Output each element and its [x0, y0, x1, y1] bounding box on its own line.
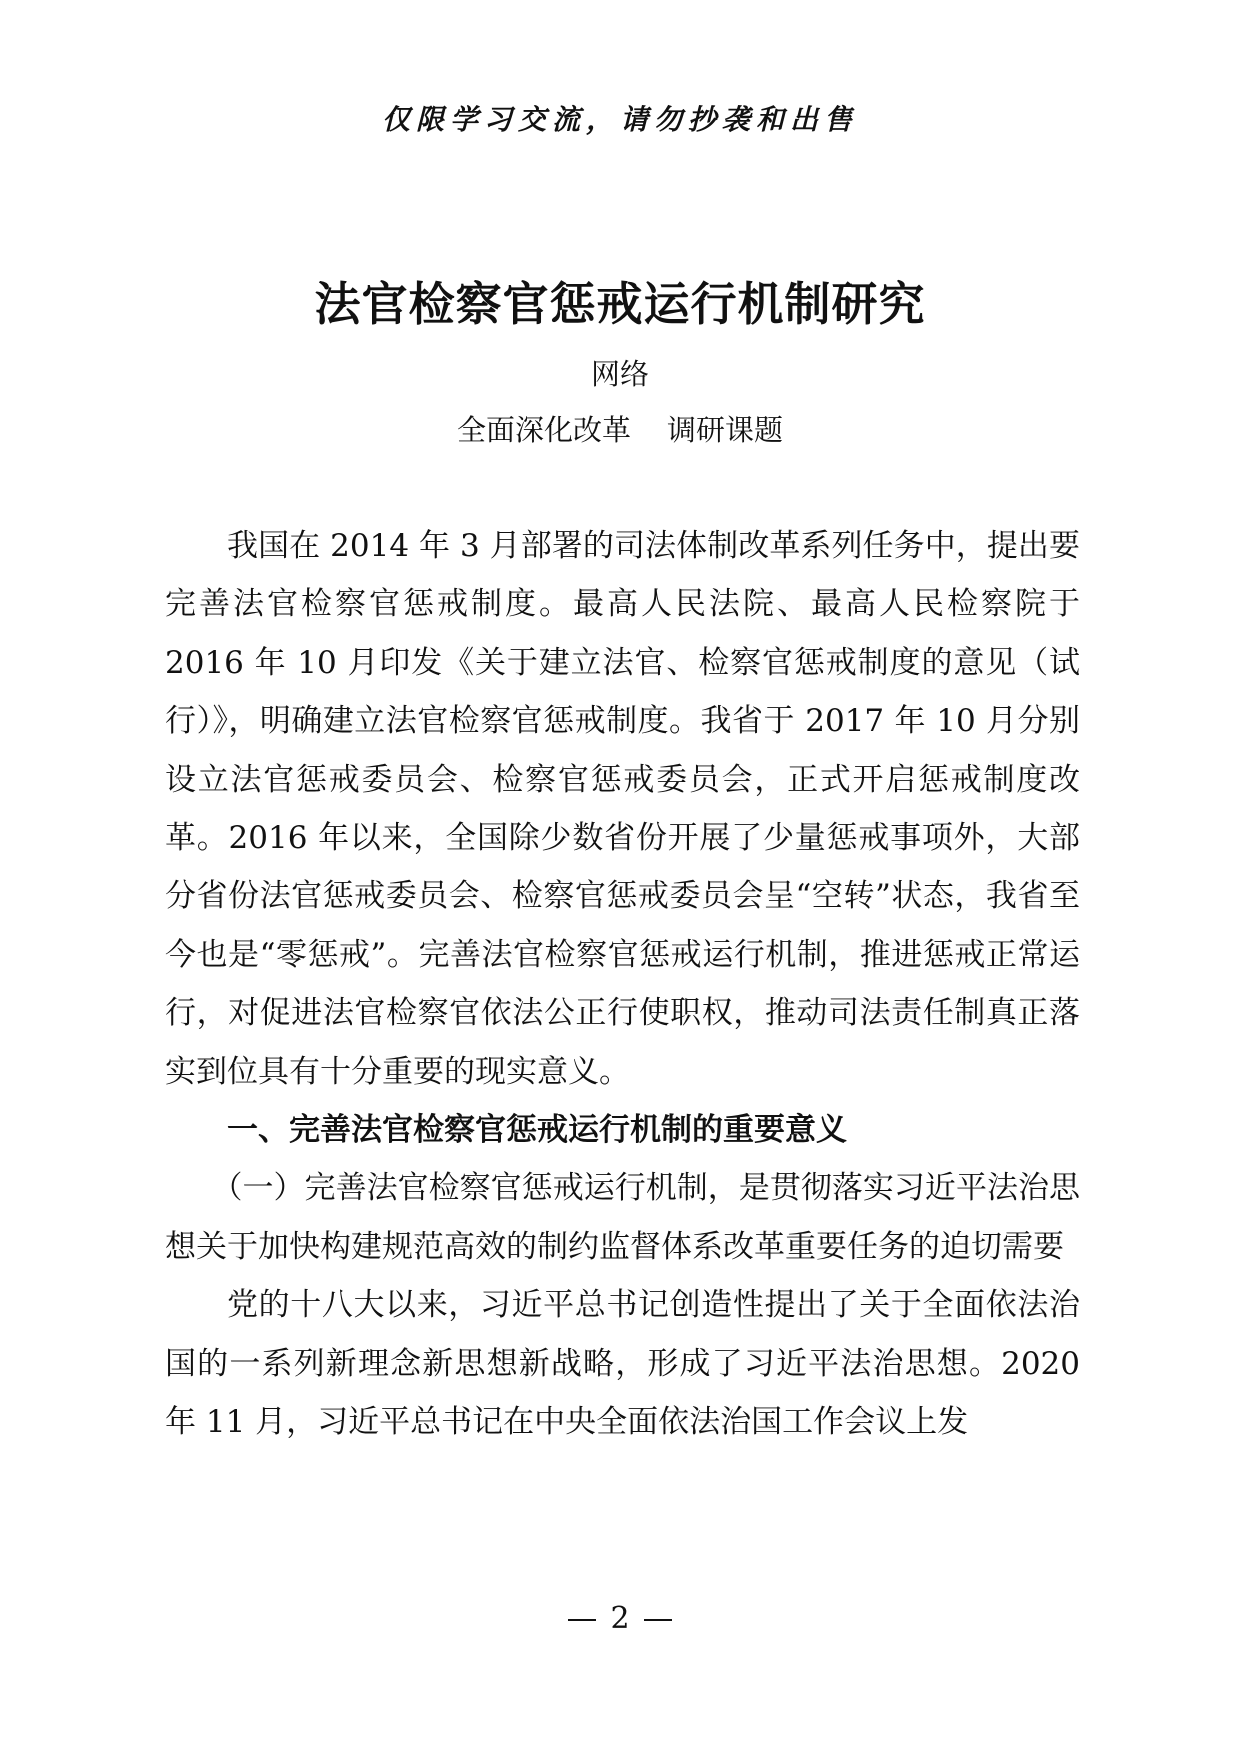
body-paragraph-2: 党的十八大以来，习近平总书记创造性提出了关于全面依法治国的一系列新理念新思想新战略，形成了习近平法治思想。2020 年 11 月，习近平总书记在中央全面依法治国工作会议上发: [165, 1287, 1080, 1441]
subsection-heading-1: （一）完善法官检察官惩戒运行机制，是贯彻落实习近平法治思想关于加快构建规范高效的制约监督体系改革重要任务的迫切需要: [165, 1170, 1080, 1265]
document-category: [0, 408, 1240, 452]
body-paragraph-intro: 我国在 2014 年 3 月部署的司法体制改革系列任务中，提出要完善法官检察官惩戒制度。最高人民法院、最高人民检察院于 2016 年 10 月印发《关于建立法官、检察官惩戒制度的意见（试行）》，明确建立法官检察官惩戒制度。我省于 2017 年 10 月分别设立法官惩戒委员会、检察官惩戒委员会，正式开启惩戒制度改革。2016 年以来，全国除少数省份开展了少量惩戒事项外，大部分省份法官惩戒委员会、检察官惩戒委员会呈“空转”状态，我省至今也是“零惩戒”。完善法官检察官惩戒运行机制，推进惩戒正常运行，对促进法官检察官依法公正行使职权，推动司法责任制真正落实到位具有十分重要的现实意义。: [165, 528, 1080, 1090]
category-label-research: 调研课题: [667, 413, 784, 447]
document-body: [165, 517, 1080, 1452]
document-source: 网络: [590, 357, 649, 391]
page-number-right-dash: [644, 1619, 672, 1621]
page-number-left-dash: [568, 1619, 596, 1621]
category-label-reform: 全面深化改革: [456, 413, 631, 447]
page-number: [0, 1599, 1240, 1639]
section-heading-1: 一、完善法官检察官惩戒运行机制的重要意义: [227, 1112, 847, 1149]
page-number-value: 2: [610, 1601, 630, 1636]
document-title: 法官检察官惩戒运行机制研究: [314, 277, 926, 331]
header-notice: 仅限学习交流，请勿抄袭和出售: [381, 103, 858, 136]
